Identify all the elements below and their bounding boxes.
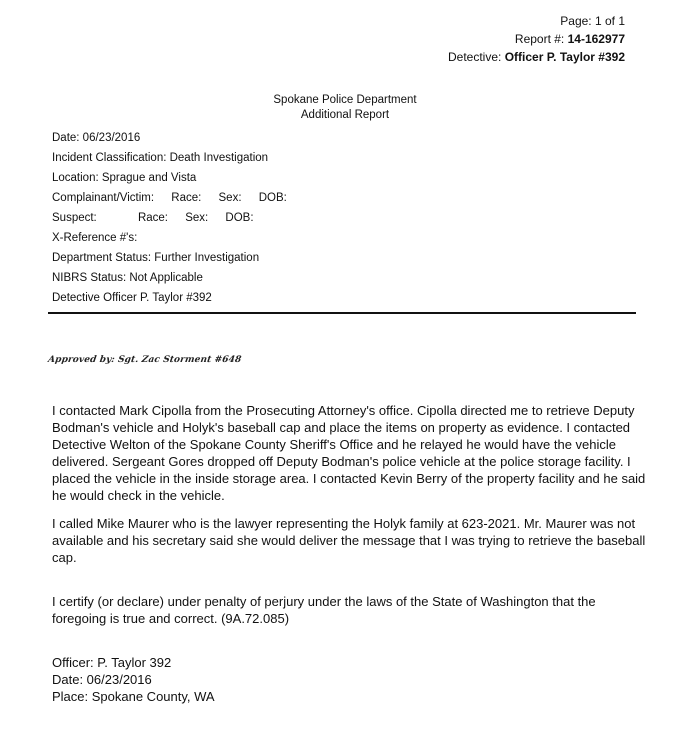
meta-complainant: Complainant/Victim: Race: Sex: DOB:: [52, 192, 287, 204]
meta-detective: Detective Officer P. Taylor #392: [52, 292, 212, 304]
department-title: [0, 93, 690, 123]
meta-dept-status: Department Status: Further Investigation: [52, 252, 260, 264]
section-divider: [48, 312, 636, 314]
signature-block: [52, 654, 215, 705]
signature-place: Place: Spokane County, WA: [52, 689, 215, 704]
department-name: Spokane Police Department: [273, 94, 417, 106]
narrative-paragraph-2: I called Mike Maurer who is the lawyer representing the Holyk family at 623-2021. Mr. Maurer was not available and his secretary said she would deliver the message that I was trying to retrieve the baseball cap.: [52, 516, 646, 565]
meta-xref: X-Reference #'s:: [52, 232, 138, 244]
report-metadata: [52, 128, 287, 308]
meta-date: Date: 06/23/2016: [52, 132, 141, 144]
meta-nibrs: NIBRS Status: Not Applicable: [52, 272, 203, 284]
report-number: Report #: 14-162977: [514, 32, 625, 46]
certification-statement: I certify (or declare) under penalty of perjury under the laws of the State of Washington that the foregoing is true and correct. (9A.72.085): [52, 594, 596, 626]
approved-by: Approved by: Sgt. Zac Storment #648: [47, 355, 242, 365]
report-type: Additional Report: [300, 109, 390, 121]
page-number: Page: 1 of 1: [560, 14, 625, 28]
signature-officer: Officer: P. Taylor 392: [52, 655, 172, 670]
meta-location: Location: Sprague and Vista: [52, 172, 197, 184]
meta-incident: Incident Classification: Death Investigation: [52, 152, 269, 164]
detective-header: Detective: Officer P. Taylor #392: [448, 50, 625, 64]
meta-suspect: Suspect: Race: Sex: DOB:: [52, 212, 254, 224]
signature-date: Date: 06/23/2016: [52, 672, 152, 687]
narrative-paragraph-1: I contacted Mark Cipolla from the Prosecuting Attorney's office. Cipolla directed me to retrieve Deputy Bodman's vehicle and Holyk's baseball cap and place the items on property as evidence. I contacted Detective Welton of the Spokane County Sheriff's Office and he relayed he would have the vehicle delivered. Sergeant Gores dropped off Deputy Bodman's police vehicle at the police storage facility. I placed the vehicle in the inside storage area. I contacted Kevin Berry of the property facility and he said he would check in the vehicle.: [52, 403, 646, 503]
report-header: [448, 12, 625, 66]
